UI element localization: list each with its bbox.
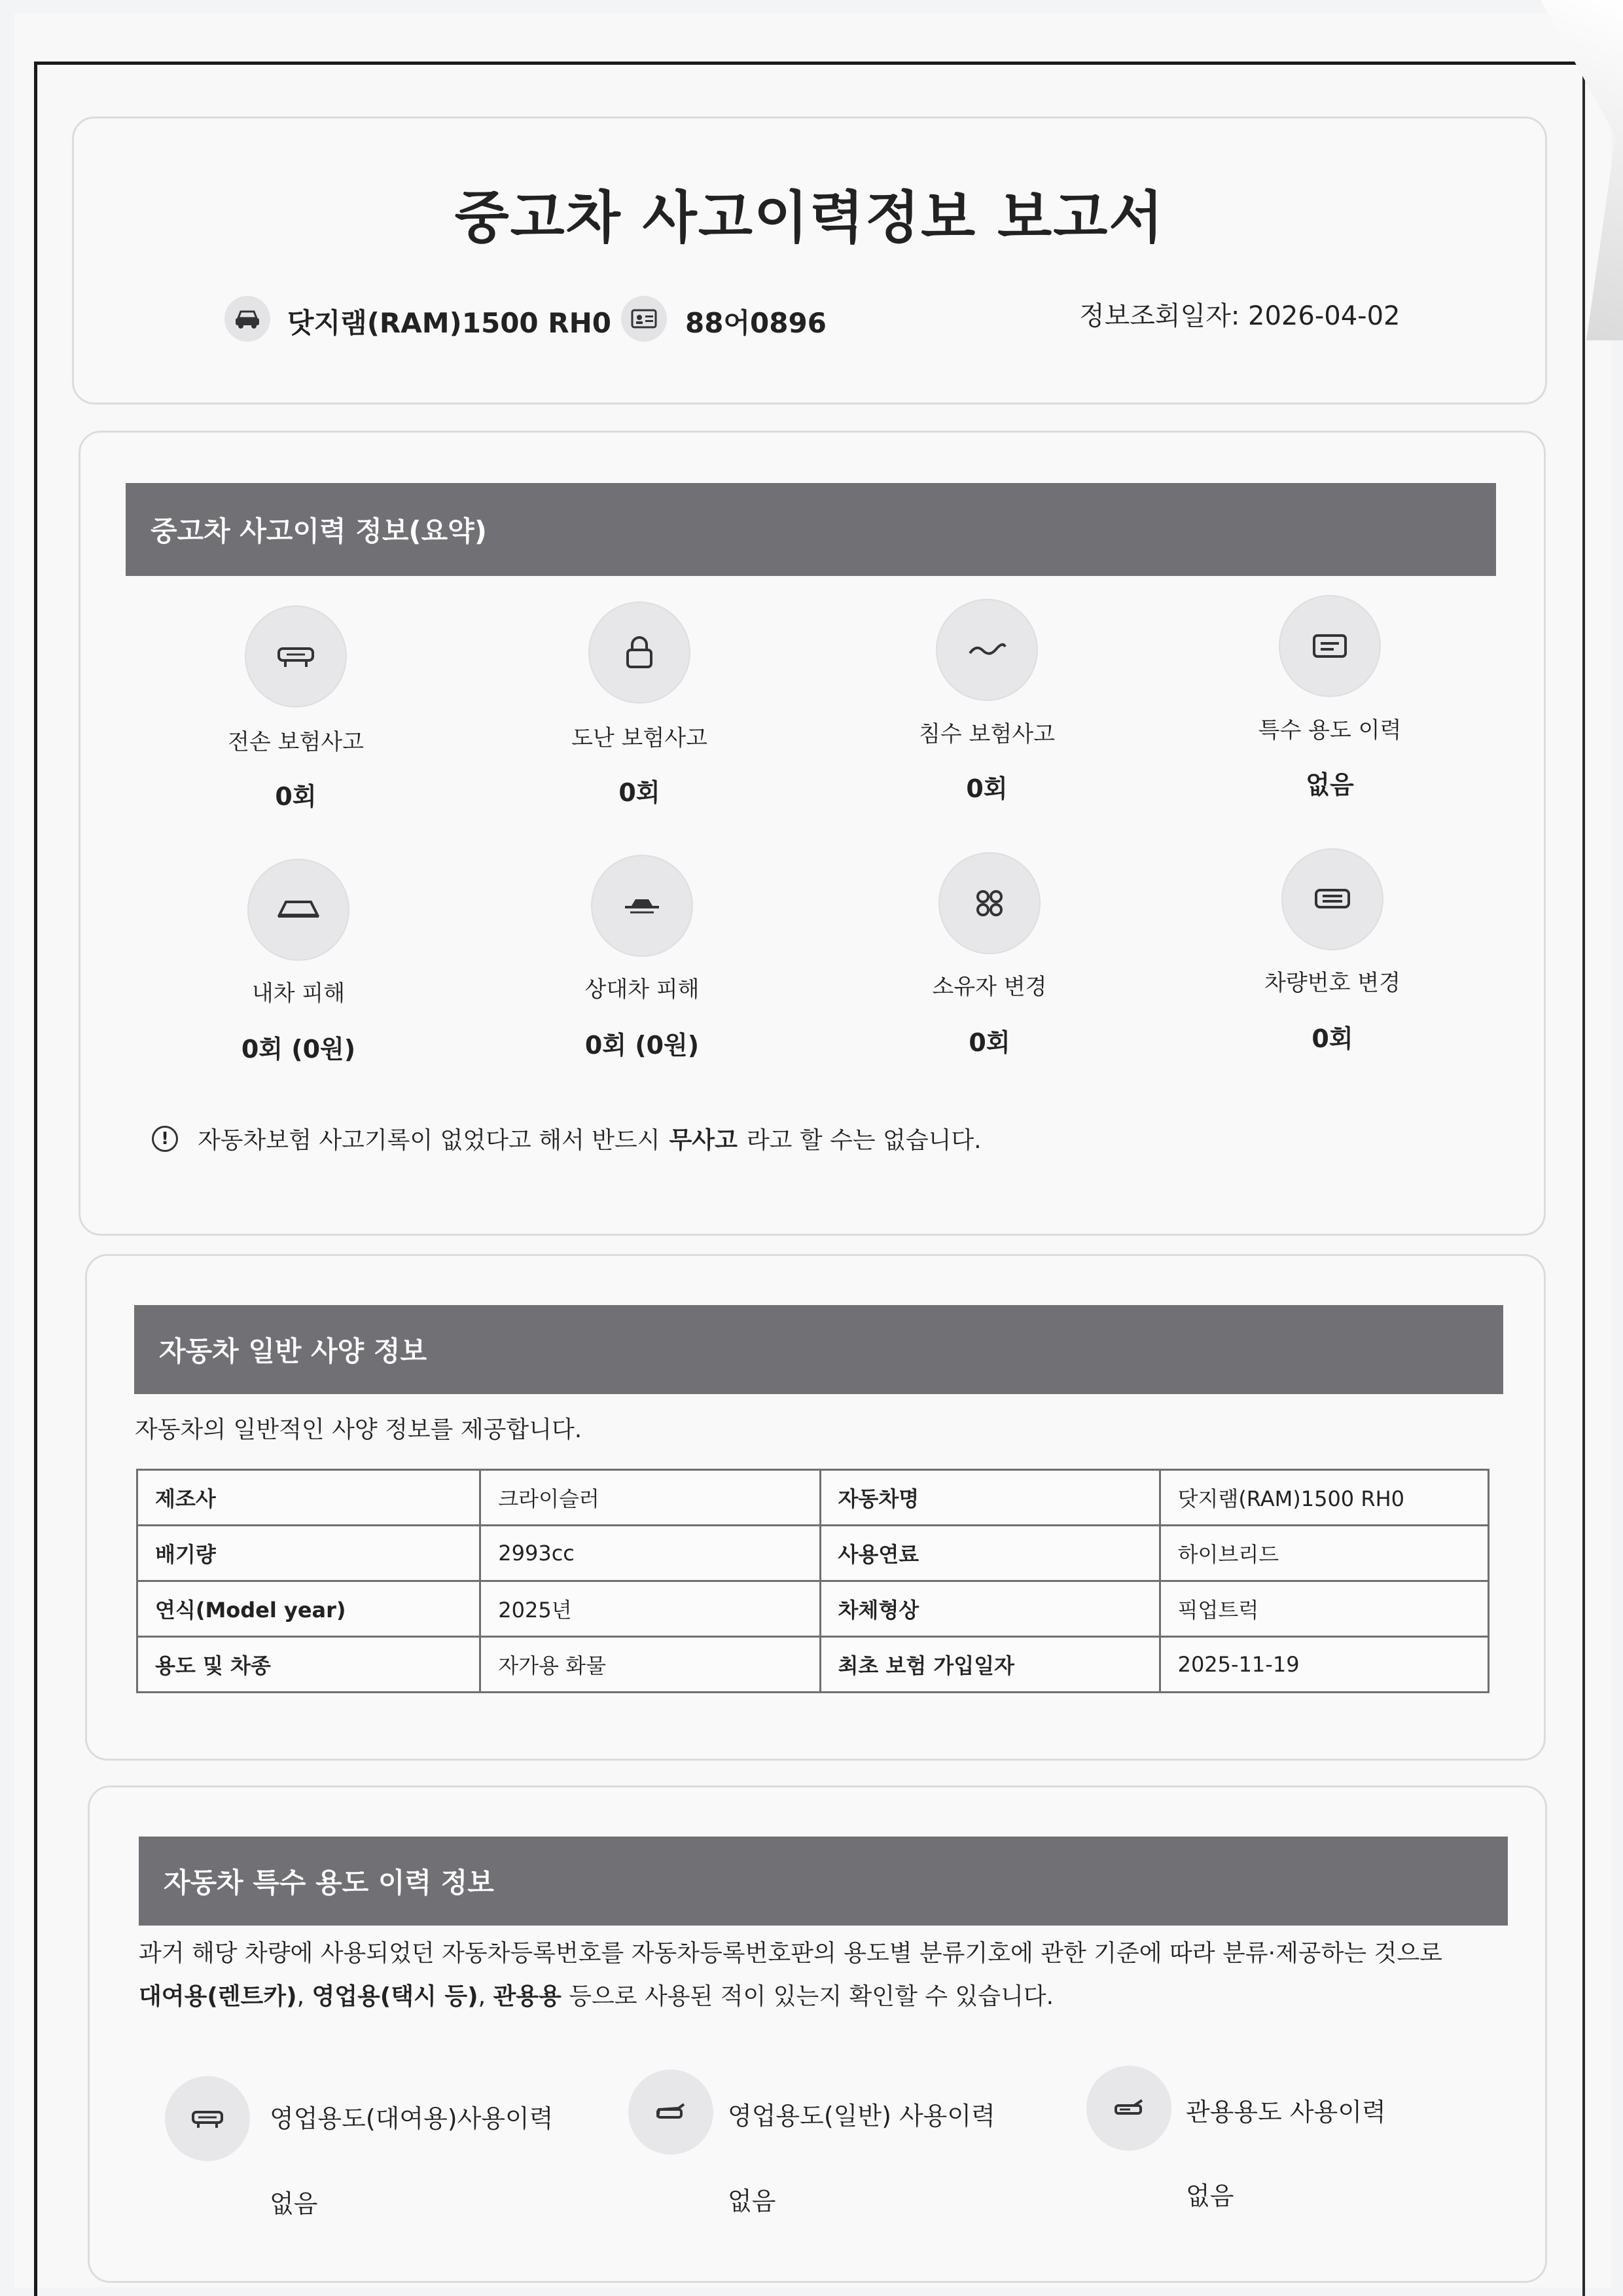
spec-heading: 자동차 일반 사양 정보 bbox=[134, 1305, 1503, 1394]
wave-icon bbox=[936, 599, 1038, 701]
spec-table bbox=[136, 1469, 1489, 1693]
summary-label-plate-change: 차량번호 변경 bbox=[1264, 970, 1400, 996]
special-use-label-rental: 영업용도(대여용)사용이력 bbox=[270, 2104, 554, 2133]
special-use-value-government: 없음 bbox=[1186, 2181, 1234, 2210]
summary-label-my-damage: 내차 피해 bbox=[251, 980, 346, 1007]
spec-key: 차체형상 bbox=[820, 1581, 1160, 1637]
rental-car-icon bbox=[165, 2076, 250, 2161]
special-use-description bbox=[139, 1932, 1513, 2018]
spec-value: 2025-11-19 bbox=[1160, 1637, 1488, 1693]
summary-value-special-use: 없음 bbox=[1306, 770, 1354, 799]
special-use-value-rental: 없음 bbox=[270, 2189, 318, 2218]
rental-term: 대여용(렌트카) bbox=[139, 1983, 297, 2010]
card-icon bbox=[1279, 595, 1381, 697]
table-row bbox=[137, 1637, 1489, 1693]
special-use-desc-line1: 과거 해당 차량에 사용되었던 자동차등록번호를 자동차등록번호판의 용도별 분류기호에 관한 기준에 따라 분류·제공하는 것으로 bbox=[139, 1940, 1442, 1967]
spec-key: 최초 보험 가입일자 bbox=[820, 1637, 1160, 1693]
special-use-value-commercial: 없음 bbox=[728, 2187, 776, 2215]
total-loss-icon bbox=[245, 605, 347, 708]
summary-label-owner-change: 소유자 변경 bbox=[932, 974, 1047, 1000]
summary-value-owner-change: 0회 bbox=[969, 1028, 1010, 1057]
spec-value: 크라이슬러 bbox=[480, 1470, 820, 1526]
vehicle-model: 닷지램(RAM)1500 RH0 bbox=[287, 307, 611, 339]
spec-key: 자동차명 bbox=[820, 1470, 1160, 1526]
commercial-car-icon bbox=[628, 2070, 713, 2155]
notice-text-bold: 무사고 bbox=[669, 1127, 738, 1154]
summary-label-other-damage: 상대차 피해 bbox=[584, 977, 700, 1003]
spec-key: 연식(Model year) bbox=[137, 1581, 480, 1637]
spec-key: 용도 및 차종 bbox=[137, 1637, 480, 1693]
summary-heading: 중고차 사고이력 정보(요약) bbox=[126, 483, 1496, 576]
spec-value: 픽업트럭 bbox=[1160, 1581, 1488, 1637]
spec-value: 하이브리드 bbox=[1160, 1526, 1488, 1581]
frame-top-border bbox=[34, 62, 1585, 65]
spec-key: 배기량 bbox=[137, 1526, 480, 1581]
spec-key: 사용연료 bbox=[820, 1526, 1160, 1581]
lock-icon bbox=[588, 601, 690, 704]
notice-text-pre: 자동차보험 사고기록이 없었다고 해서 반드시 bbox=[198, 1127, 660, 1154]
spec-description: 자동차의 일반적인 사양 정보를 제공합니다. bbox=[135, 1416, 582, 1443]
summary-value-flood: 0회 bbox=[966, 774, 1008, 803]
spec-value: 2025년 bbox=[480, 1581, 820, 1637]
spec-key: 제조사 bbox=[137, 1470, 480, 1526]
notice-text-post: 라고 할 수는 없습니다. bbox=[746, 1127, 982, 1154]
government-term: 관용용 bbox=[493, 1983, 562, 2010]
info-icon: ! bbox=[152, 1126, 178, 1152]
title-card bbox=[72, 117, 1547, 404]
summary-value-other-damage: 0회 (0원) bbox=[584, 1031, 700, 1060]
summary-label-special-use: 특수 용도 이력 bbox=[1258, 717, 1402, 744]
id-card-icon bbox=[621, 296, 667, 342]
frame-left-border bbox=[34, 62, 37, 2296]
report-title: 중고차 사고이력정보 보고서 bbox=[454, 185, 1165, 251]
no-accident-notice bbox=[152, 1122, 982, 1155]
special-use-label-government: 관용용도 사용이력 bbox=[1186, 2098, 1386, 2126]
table-row bbox=[137, 1470, 1489, 1526]
summary-value-theft: 0회 bbox=[618, 778, 660, 807]
summary-value-total-loss: 0회 bbox=[275, 782, 317, 811]
special-use-heading: 자동차 특수 용도 이력 정보 bbox=[139, 1837, 1508, 1926]
summary-label-flood: 침수 보험사고 bbox=[919, 721, 1055, 747]
desc-separator: , bbox=[296, 1983, 312, 2010]
commercial-term: 영업용(택시 등) bbox=[312, 1983, 478, 2010]
special-use-label-commercial: 영업용도(일반) 사용이력 bbox=[728, 2102, 995, 2130]
desc-separator: , bbox=[478, 1983, 493, 2010]
table-row bbox=[137, 1526, 1489, 1581]
plate-change-icon bbox=[1281, 848, 1383, 950]
other-car-damage-icon bbox=[591, 855, 693, 957]
spec-value: 자가용 화물 bbox=[480, 1637, 820, 1693]
inquiry-date: 정보조회일자: 2026-04-02 bbox=[1079, 301, 1400, 331]
desc-tail: 등으로 사용된 적이 있는지 확인할 수 있습니다. bbox=[561, 1983, 1054, 2010]
car-icon bbox=[224, 296, 270, 342]
summary-label-total-loss: 전손 보험사고 bbox=[228, 729, 364, 755]
my-car-damage-icon bbox=[247, 859, 349, 961]
government-car-icon bbox=[1086, 2066, 1171, 2151]
plate-number: 88어0896 bbox=[685, 307, 827, 339]
spec-value: 닷지램(RAM)1500 RH0 bbox=[1160, 1470, 1488, 1526]
owner-change-icon bbox=[938, 852, 1041, 954]
table-row bbox=[137, 1581, 1489, 1637]
summary-value-my-damage: 0회 (0원) bbox=[241, 1035, 356, 1064]
spec-value: 2993cc bbox=[480, 1526, 820, 1581]
frame-right-border bbox=[1582, 62, 1585, 2296]
special-use-desc-line2 bbox=[139, 1975, 1513, 2018]
summary-value-plate-change: 0회 bbox=[1311, 1024, 1353, 1053]
summary-label-theft: 도난 보험사고 bbox=[571, 725, 707, 751]
